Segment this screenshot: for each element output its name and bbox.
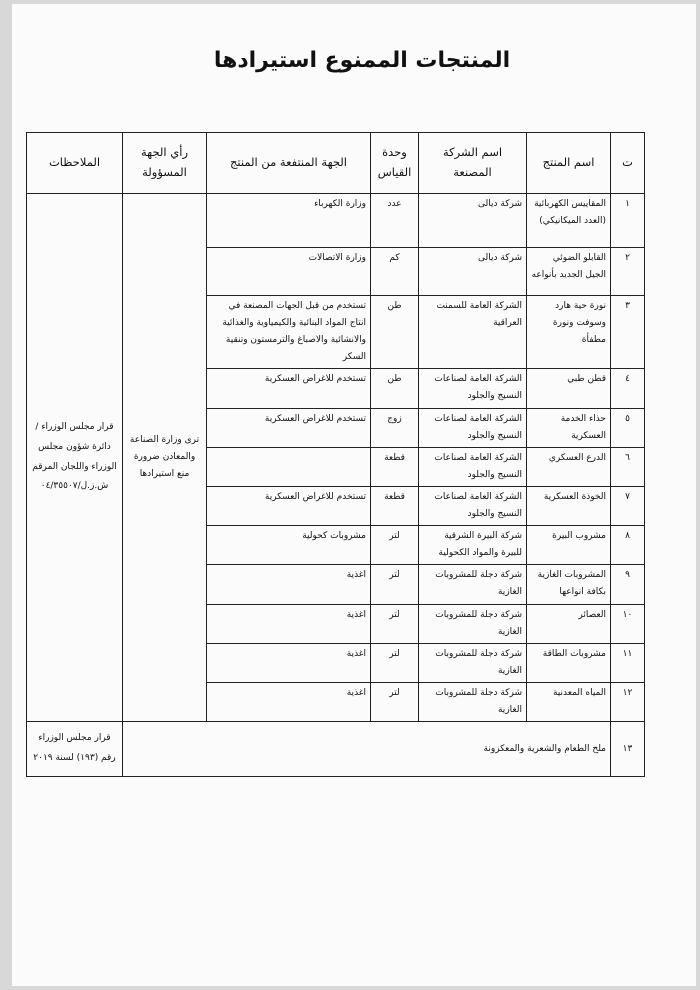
company-name: شركة دجلة للمشروبات الغازية [419,682,527,721]
company-name: الشركة العامة للسمنت العراقية [419,296,527,369]
beneficiary-entity: اغذية [207,643,371,682]
beneficiary-entity: وزارة الاتصالات [207,248,371,296]
row-number: ١٠ [611,604,645,643]
product-name: العصائر [527,604,611,643]
table-row [27,722,645,777]
unit: لتر [371,565,419,604]
notes-cell: قرار مجلس الوزراء رقم (١٩٣) لسنة ٢٠١٩ [27,722,123,777]
header-opinion: رأي الجهة المسؤولة [123,133,207,194]
unit: قطعة [371,486,419,525]
beneficiary-entity: اغذية [207,604,371,643]
company-name: الشركة العامة لصناعات النسيج والجلود [419,447,527,486]
header-notes: الملاحظات [27,133,123,194]
row-number: ٤ [611,369,645,408]
beneficiary-entity: اغذية [207,565,371,604]
unit: لتر [371,643,419,682]
row-number: ١٢ [611,682,645,721]
company-name: شركة دجلة للمشروبات الغازية [419,565,527,604]
unit: طن [371,296,419,369]
responsible-opinion: ترى وزارة الصناعة والمعادن ضرورة منع استيرادها [123,194,207,722]
table-row [27,194,645,248]
row-number: ٣ [611,296,645,369]
beneficiary-entity: وزارة الكهرباء [207,194,371,248]
products-table [26,132,645,777]
company-name: الشركة العامة لصناعات النسيج والجلود [419,486,527,525]
unit: لتر [371,682,419,721]
beneficiary-entity: تستخدم للاغراض العسكرية [207,486,371,525]
table-header-row [27,133,645,194]
product-name: المياه المعدنية [527,682,611,721]
unit: كم [371,248,419,296]
beneficiary-entity: تستخدم للاغراض العسكرية [207,369,371,408]
header-entity: الجهة المنتفعة من المنتج [207,133,371,194]
header-num: ت [611,133,645,194]
row-number: ٦ [611,447,645,486]
company-name: شركة ديالى [419,248,527,296]
header-company: اسم الشركة المصنعة [419,133,527,194]
header-unit: وحدة القياس [371,133,419,194]
product-name: القابلو الضوئي الجيل الجديد بأنواعه [527,248,611,296]
product-name: الدرع العسكري [527,447,611,486]
product-name: قطن طبي [527,369,611,408]
row-number: ٢ [611,248,645,296]
product-name: المقاييس الكهربائية (العدد الميكانيكي) [527,194,611,248]
unit: لتر [371,604,419,643]
unit: قطعة [371,447,419,486]
unit: طن [371,369,419,408]
row-number: ٧ [611,486,645,525]
company-name: شركة دجلة للمشروبات الغازية [419,643,527,682]
beneficiary-entity: تستخدم للاغراض العسكرية [207,408,371,447]
beneficiary-entity: تستخدم من قبل الجهات المصنعة في انتاج المواد البنائية والكيمياوية والغذائية والانشائية والاصباغ والترمستون وتنقية السكر [207,296,371,369]
product-name: نورة حية هارد وسوفت ونورة مطفأة [527,296,611,369]
row-number: ١١ [611,643,645,682]
product-name: ملح الطعام والشعرية والمعكرونة [123,722,611,777]
row-number: ١٣ [611,722,645,777]
document-page [12,4,696,986]
row-number: ٨ [611,526,645,565]
product-name: مشروبات الطاقة [527,643,611,682]
product-name: الخوذة العسكرية [527,486,611,525]
row-number: ١ [611,194,645,248]
unit: عدد [371,194,419,248]
company-name: شركة ديالى [419,194,527,248]
company-name: الشركة العامة لصناعات النسيج والجلود [419,369,527,408]
product-name: حذاء الخدمة العسكرية [527,408,611,447]
company-name: شركة دجلة للمشروبات الغازية [419,604,527,643]
company-name: الشركة العامة لصناعات النسيج والجلود [419,408,527,447]
unit: لتر [371,526,419,565]
product-name: مشروب البيرة [527,526,611,565]
row-number: ٥ [611,408,645,447]
beneficiary-entity [207,447,371,486]
beneficiary-entity: اغذية [207,682,371,721]
page-title: المنتجات الممنوع استيرادها [213,48,511,73]
unit: زوج [371,408,419,447]
product-name: المشروبات الغازية بكافة انواعها [527,565,611,604]
company-name: شركة البيرة الشرقية للبيرة والمواد الكحولية [419,526,527,565]
header-product-name: اسم المنتج [527,133,611,194]
row-number: ٩ [611,565,645,604]
beneficiary-entity: مشروبات كحولية [207,526,371,565]
notes-cell: قرار مجلس الوزراء / دائرة شؤون مجلس الوزراء واللجان المرقم ش.ز.ل/٠٤/٣٥٥٠٧ [27,194,123,722]
